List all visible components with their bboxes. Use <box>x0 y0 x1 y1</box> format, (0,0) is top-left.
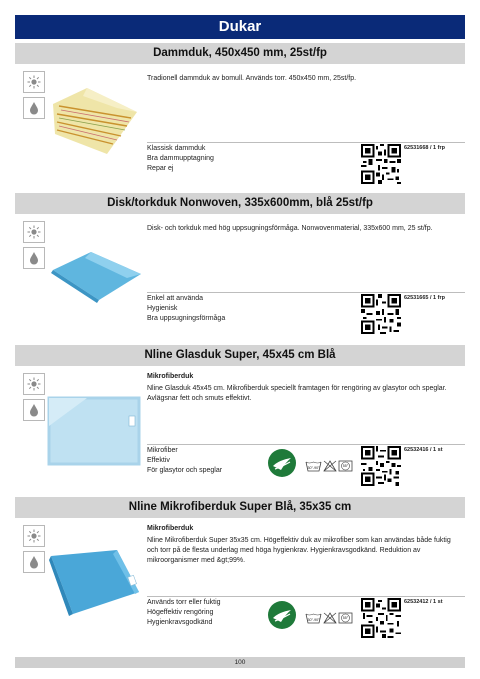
divider <box>147 292 465 293</box>
feature-list <box>147 144 214 174</box>
qr-code <box>361 446 401 486</box>
feature-item: För glasytor och speglar <box>147 467 223 474</box>
wash-tub-icon <box>306 614 321 623</box>
product-title: Disk/torkduk Nonwoven, 335x600mm, blå 25st/fp <box>15 193 465 214</box>
sun-icon <box>23 221 45 243</box>
qr-code <box>361 144 401 184</box>
product-description: Nline Mikrofiberduk Super 35x35 cm. Högeffektiv duk av mikrofiber som kan användas både fuktig och torr på de flesta underlag med höga hygienkrav. Hygienkravsgodkänd. Reduktion av mikroorganismer med &gt;99%. <box>147 537 451 564</box>
feature-list <box>147 598 221 628</box>
feature-item: Effektiv <box>147 457 170 464</box>
page-title: Dukar <box>15 15 465 39</box>
product-section-nline-glasduk <box>15 345 465 493</box>
care-label-icons <box>305 459 355 473</box>
divider <box>147 596 465 597</box>
drop-icon <box>23 551 45 573</box>
product-subheading: Mikrofiberduk <box>147 373 194 380</box>
nordic-swan-ecolabel-icon <box>267 448 297 478</box>
product-photo <box>47 248 143 304</box>
qr-code <box>361 598 401 638</box>
article-number: 62532412 / 1 st <box>404 599 443 605</box>
qr-code <box>361 294 401 334</box>
product-description-block <box>147 524 457 566</box>
sun-icon <box>23 373 45 395</box>
feature-item: Används torr eller fuktig <box>147 599 221 606</box>
divider <box>147 444 465 445</box>
feature-item: Repar ej <box>147 165 174 172</box>
divider <box>147 142 465 143</box>
article-number: 62532416 / 1 st <box>404 447 443 453</box>
product-subheading: Mikrofiberduk <box>147 525 194 532</box>
product-photo <box>47 396 141 466</box>
page-number: 100 <box>15 657 465 668</box>
feature-list <box>147 446 222 476</box>
product-title: Dammduk, 450x450 mm, 25st/fp <box>15 43 465 64</box>
product-description: Disk- och torkduk med hög uppsugningsförmåga. Nonwovenmaterial, 335x600 mm, 25 st/fp. <box>147 225 433 232</box>
product-description: Tradionell dammduk av bomull. Används torr. 450x450 mm, 25st/fp. <box>147 75 357 82</box>
product-photo <box>47 546 143 618</box>
product-title: Nline Glasduk Super, 45x45 cm Blå <box>15 345 465 366</box>
product-title: Nline Mikrofiberduk Super Blå, 35x35 cm <box>15 497 465 518</box>
sun-icon <box>23 525 45 547</box>
article-number: 62531665 / 1 frp <box>404 295 445 301</box>
care-label-text: 30°-90° <box>307 618 320 622</box>
product-photo <box>47 82 139 154</box>
product-description-block <box>147 372 457 404</box>
care-label-text: 30°-90° <box>307 466 320 470</box>
feature-item: Bra dammupptagning <box>147 155 214 162</box>
dryer-temperature-icon <box>339 613 352 623</box>
drop-icon <box>23 97 45 119</box>
feature-item: Hygienisk <box>147 305 178 312</box>
nordic-swan-ecolabel-icon <box>267 600 297 630</box>
feature-item: Enkel att använda <box>147 295 204 302</box>
sun-icon <box>23 71 45 93</box>
feature-item: Mikrofiber <box>147 447 178 454</box>
feature-item: Bra uppsugningsförmåga <box>147 315 226 322</box>
drop-icon <box>23 247 45 269</box>
product-description: Nline Glasduk 45x45 cm. Mikrofiberduk speciellt framtagen för rengöring av glasytor och speglar. Avlägsnar fett och smuts effektivt. <box>147 385 447 402</box>
product-section-dammduk <box>15 43 465 189</box>
drop-icon <box>23 399 45 421</box>
feature-item: Högeffektiv rengöring <box>147 609 214 616</box>
product-section-disk-torkduk <box>15 193 465 341</box>
no-bleach-icon <box>324 613 336 623</box>
feature-item: Klassisk dammduk <box>147 145 206 152</box>
care-label-icons <box>305 611 355 625</box>
article-number: 62531668 / 1 frp <box>404 145 445 151</box>
product-section-nline-mikrofiberduk <box>15 497 465 647</box>
feature-list <box>147 294 225 324</box>
no-bleach-icon <box>324 461 336 471</box>
care-label-text: 55° <box>342 464 349 469</box>
feature-item: Hygienkravsgodkänd <box>147 619 213 626</box>
care-label-text: 55° <box>342 616 349 621</box>
dryer-temperature-icon <box>339 461 352 471</box>
wash-tub-icon <box>306 462 321 471</box>
